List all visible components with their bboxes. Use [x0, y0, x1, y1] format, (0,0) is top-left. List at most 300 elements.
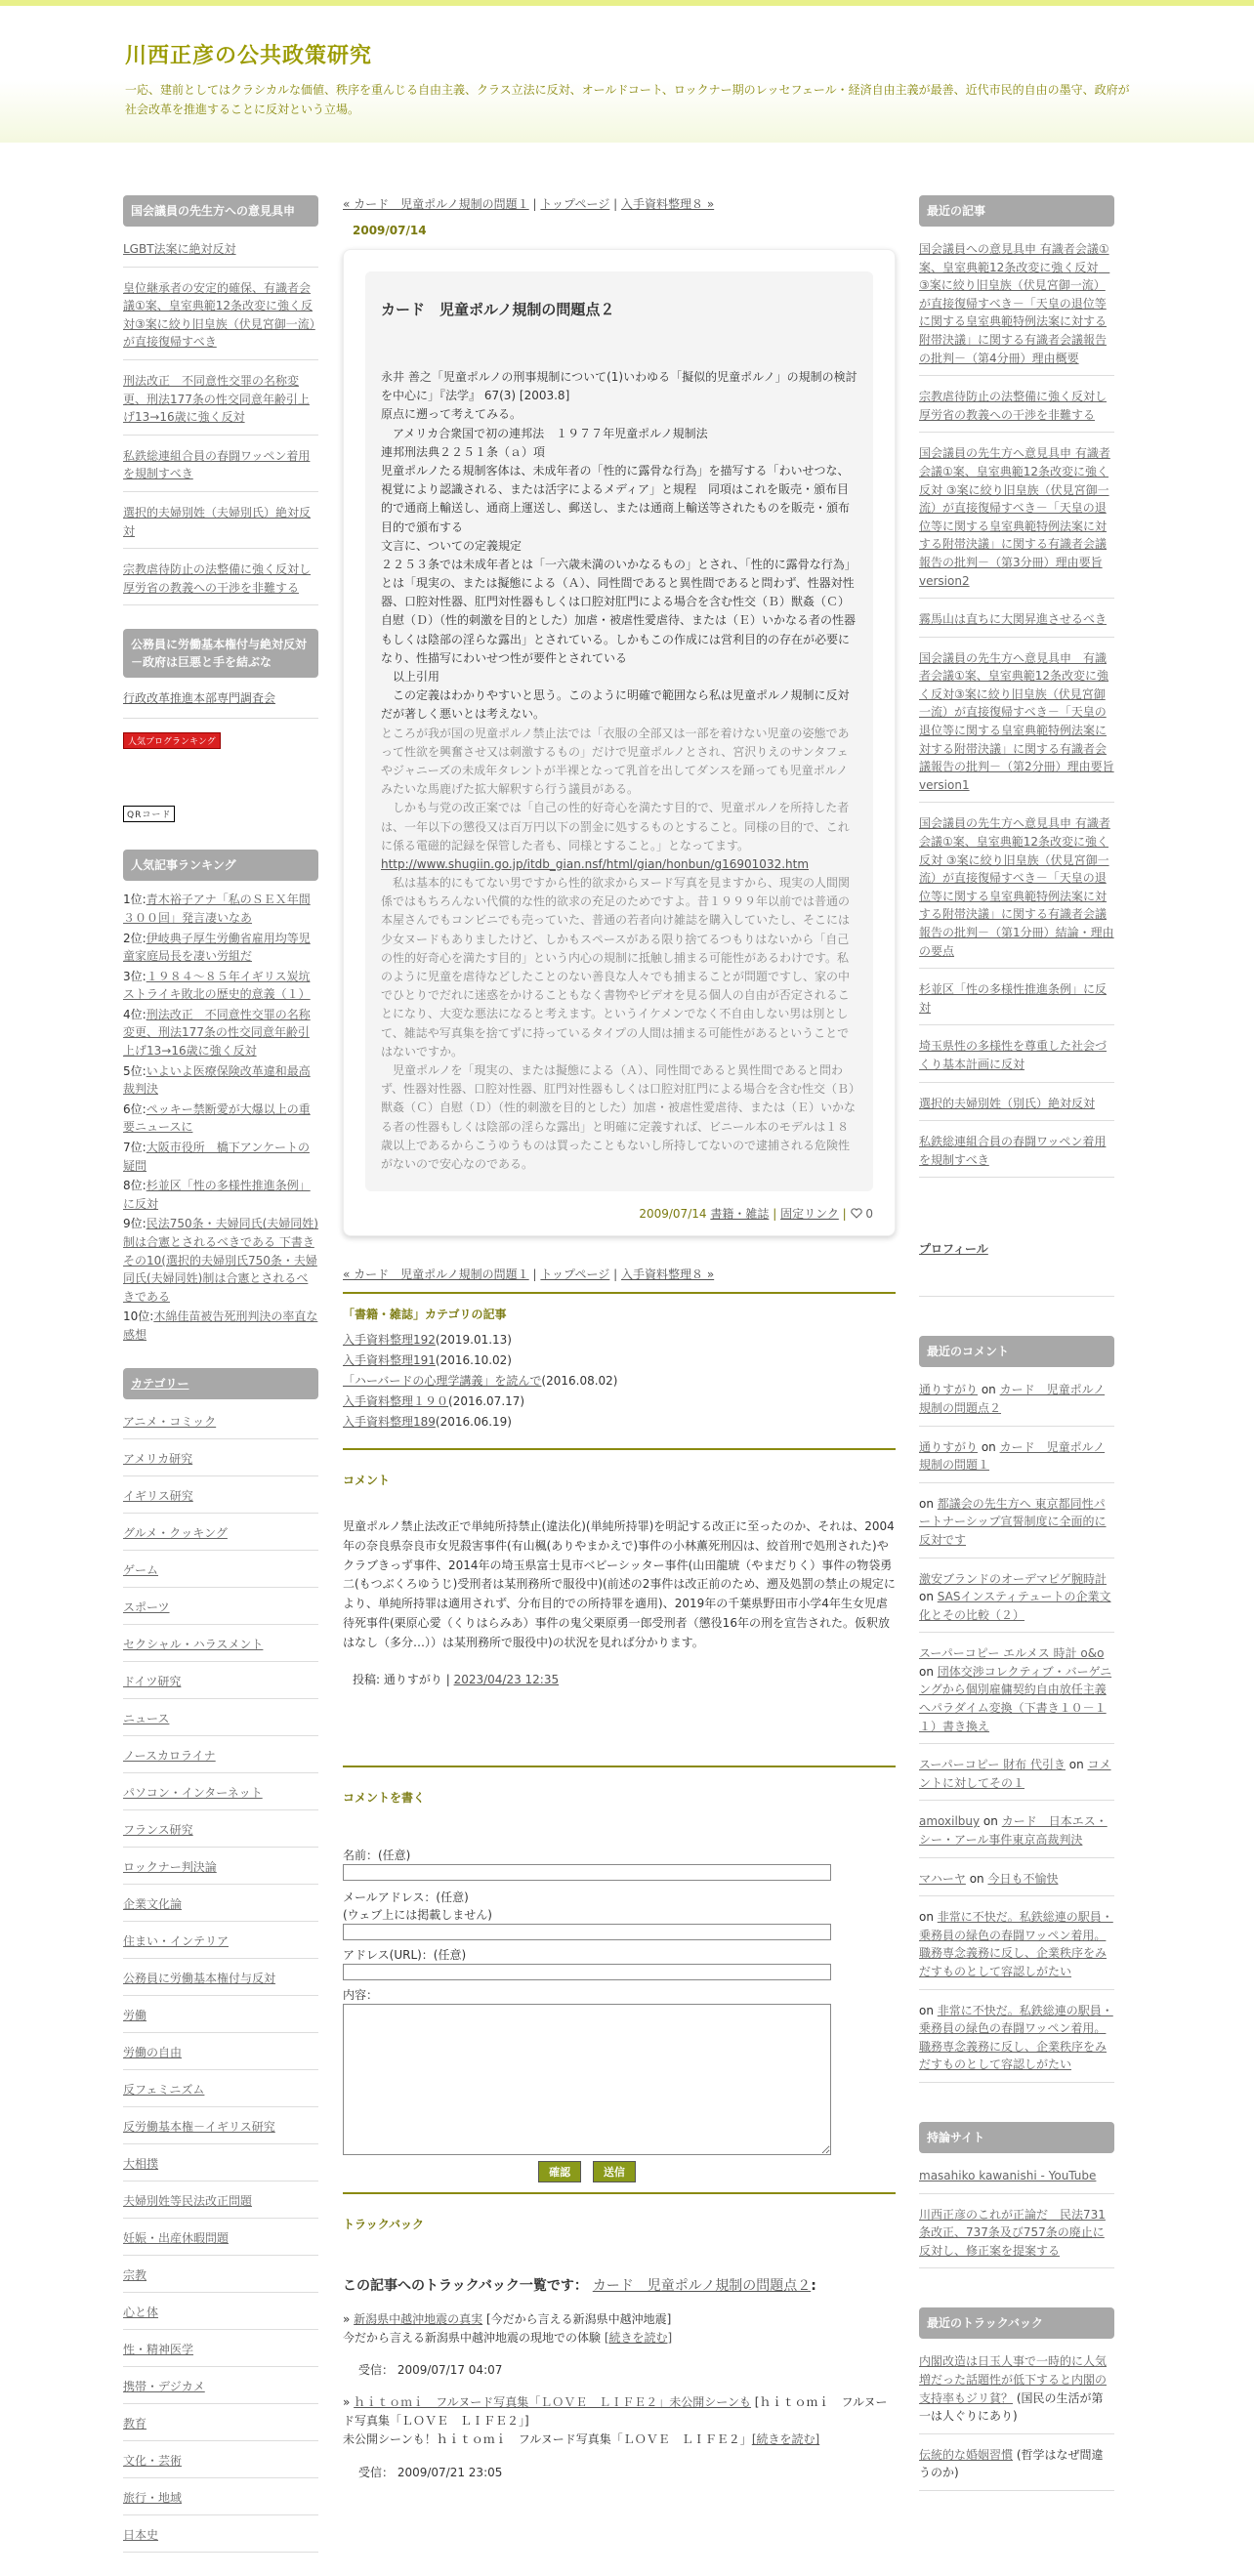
category-link[interactable]: 妊娠・出産休暇問題 — [123, 2230, 230, 2245]
category-item — [123, 2114, 318, 2144]
category-item — [123, 1595, 318, 1625]
trackback-item — [343, 2310, 896, 2347]
comment-on-label: on — [978, 1383, 1000, 1397]
category-link[interactable]: 日本史 — [123, 2527, 159, 2542]
category-link[interactable]: ゲーム — [123, 1562, 159, 1577]
ranking-link[interactable]: 刑法改正 不同意性交罪の名称変更、刑法177条の性交同意年齢引上げ13→16歳に強く反対 — [123, 1007, 311, 1059]
sidebar-block-recent-trackbacks — [919, 2307, 1114, 2491]
content-label: 内容： — [343, 1987, 379, 2002]
category-article-link[interactable]: 入手資料整理１９０ — [343, 1394, 449, 1409]
category-list — [123, 1409, 318, 2553]
trackback-body: 今だから言える新潟県中越沖地震の現地での体験 — [343, 2330, 605, 2345]
comment-on-label: on — [919, 2003, 938, 2017]
category-link[interactable]: グルメ・クッキング — [123, 1525, 228, 1540]
permalink-link[interactable]: 固定リンク — [780, 1207, 839, 1222]
comment-separator: | — [445, 1672, 450, 1686]
sidebar-item-link[interactable]: 宗教虐待防止の法整備に強く反対し厚労省の教義への干渉を非難する — [123, 562, 312, 595]
recent-comment-item — [919, 1866, 1114, 1897]
recent-comment-item — [919, 1904, 1114, 1989]
ranking-position: 2位: — [123, 931, 146, 945]
category-item — [123, 1558, 318, 1588]
ranking-position: 5位: — [123, 1063, 146, 1078]
recent-trackback-source: (国民の生活が第一は人ぐりにあり) — [919, 2390, 1104, 2424]
admin-reform-link[interactable]: 行政改革推進本部専門調査会 — [123, 691, 276, 706]
category-link[interactable]: 労働の自由 — [123, 2045, 183, 2059]
content-textarea[interactable] — [343, 2004, 831, 2155]
sidebar-heading: 最近の記事 — [919, 195, 1114, 227]
sidebar-item — [123, 557, 318, 605]
sidebar-block-recent-posts — [919, 195, 1114, 1178]
confirm-button[interactable]: 確認 — [538, 2161, 581, 2182]
email-label: メールアドレス：(任意) — [343, 1890, 469, 1904]
like-button[interactable] — [851, 1207, 873, 1221]
sidebar-item — [123, 275, 318, 360]
comment-author-link[interactable]: 通りすがり — [919, 1383, 979, 1397]
post-inner — [365, 271, 873, 1191]
sidebar-block-opinions — [123, 195, 318, 605]
comment-post-link[interactable]: 今日も不愉快 — [987, 1871, 1059, 1886]
nav-separator: | — [613, 197, 618, 211]
category-item — [123, 1409, 318, 1439]
comment-post-link[interactable]: SASインスティテュートの企業文化とその比較（２） — [919, 1590, 1111, 1622]
category-item — [123, 2225, 318, 2256]
divider — [343, 1766, 896, 1767]
divider — [343, 2192, 896, 2194]
category-link[interactable]: 反労働基本権－イギリス研究 — [123, 2119, 275, 2134]
category-article-date: (2016.06.19) — [435, 1415, 512, 1430]
sidebar-item — [123, 368, 318, 436]
category-link[interactable]: セクシャル・ハラスメント — [123, 1637, 264, 1651]
category-link[interactable]: 労働 — [123, 2008, 147, 2022]
recent-comment-item — [919, 1491, 1114, 1558]
comment-author-link[interactable]: スーパーコピー 財布 代引き — [919, 1758, 1066, 1772]
trackback-body: 未公開シーンも！ｈｉｔｏｍｉ フルヌード写真集「ＬＯＶＥ ＬＩＦＥ２」 — [343, 2432, 752, 2447]
recent-post-link[interactable]: 霧馬山は直ちに大関昇進させるべき — [919, 612, 1108, 627]
sidebar-heading: 最近のコメント — [919, 1336, 1114, 1367]
sidebar-heading: 最近のトラックバック — [919, 2307, 1114, 2339]
category-link[interactable]: アメリカ研究 — [123, 1451, 193, 1466]
recent-post-link[interactable]: 選択的夫婦別姓（別氏）絶対反対 — [919, 1096, 1096, 1110]
recent-post-link[interactable]: 杉並区「性の多様性推進条例」に反対 — [919, 982, 1108, 1015]
ranking-link[interactable]: ペッキー禁断愛が大爆以上の重要ニュースに — [123, 1101, 311, 1135]
ranking-item — [123, 891, 318, 927]
external-link[interactable]: masahiko kawanishi - YouTube — [919, 2168, 1097, 2182]
trackback-item — [343, 2393, 896, 2450]
sidebar-block-public-servants — [123, 629, 318, 822]
nav-separator: | — [532, 1267, 537, 1282]
comment-author-link[interactable]: amoxilbuy — [919, 1814, 981, 1829]
category-item — [123, 2188, 318, 2219]
trackback-heading: トラックバック — [343, 2217, 425, 2231]
recent-comment-item — [919, 1998, 1114, 2083]
comment-timestamp-link[interactable]: 2023/04/23 12:35 — [453, 1672, 560, 1686]
ranking-link[interactable]: １９８４～８５年イギリス炭坑ストライキ敗北の歴史的意義（１） — [123, 969, 311, 1002]
trackback-read-more[interactable]: [続きを読む] — [751, 2432, 820, 2447]
category-article-row — [343, 1371, 896, 1392]
page-body — [0, 143, 1254, 2542]
ranking-position: 7位: — [123, 1141, 146, 1155]
category-item — [123, 1520, 318, 1551]
comment-post-link[interactable]: 団体交渉コレクティブ・バーゲニングから個別雇傭契約自由放任主義へパラダイム変換（下書き１０－１１）書き換え — [919, 1664, 1112, 1733]
category-item — [123, 2263, 318, 2293]
sidebar-heading: 人気記事ランキング — [123, 850, 318, 881]
trackback-read-more[interactable]: [続きを読む] — [604, 2330, 673, 2345]
recent-trackbacks-list — [919, 2348, 1114, 2491]
category-articles-list — [343, 1330, 896, 1433]
category-article-link[interactable]: 入手資料整理191 — [343, 1353, 436, 1368]
recent-comment-item — [919, 1566, 1114, 1634]
category-link[interactable]: 住まい・インテリア — [123, 1933, 230, 1948]
category-link[interactable]: 心と体 — [123, 2305, 159, 2319]
recent-post-item — [919, 1033, 1114, 1082]
comment-post-link[interactable]: カード 児童ポルノ規制の問題１ — [919, 1439, 1106, 1473]
sidebar-item — [123, 500, 318, 549]
trackback-items — [343, 2310, 896, 2480]
recent-comment-item — [919, 1641, 1114, 1744]
category-item — [123, 1446, 318, 1476]
trackback-prefix: » — [343, 2395, 355, 2410]
trackback-received: 受信： 2009/07/21 23:05 — [358, 2465, 503, 2479]
recent-comment-item — [919, 1808, 1114, 1857]
category-item — [123, 1929, 318, 1959]
category-link[interactable]: イギリス研究 — [123, 1488, 193, 1503]
category-link[interactable]: パソコン・インターネット — [123, 1785, 263, 1800]
ranking-link[interactable]: 大阪市役所 橋下アンケートの疑問 — [123, 1141, 310, 1173]
category-item — [123, 1706, 318, 1736]
site-title[interactable]: 川西正彦の公共政策研究 — [125, 44, 373, 68]
category-item — [123, 2040, 318, 2070]
category-item — [123, 1632, 318, 1662]
post-footer — [365, 1191, 873, 1224]
recent-post-item — [919, 645, 1114, 804]
ranking-item — [123, 1177, 318, 1213]
ranking-link[interactable]: 伊岐典子厚生労働省雇用均等児童家庭局長を凄い労組だ — [123, 931, 311, 964]
sidebar-block-categories — [123, 1368, 318, 2553]
recent-comment-item — [919, 1434, 1114, 1483]
right-sidebar — [919, 195, 1114, 2514]
post-category-link[interactable]: 書籍・雑誌 — [710, 1207, 770, 1222]
ranking-position: 10位: — [123, 1309, 154, 1324]
post-body — [381, 368, 859, 1174]
comment-author-link[interactable]: 通りすがり — [919, 1439, 979, 1454]
category-link[interactable]: 大相撲 — [123, 2156, 159, 2171]
divider — [343, 1292, 896, 1294]
category-link[interactable]: 性・精神医学 — [123, 2342, 194, 2356]
ranking-list — [123, 891, 318, 1344]
sidebar-item-link[interactable]: 皇位継承者の安定的確保、有識者会議①案、皇室典範12条改変に強く反対③案に絞り旧皇族（伏見宮御一流）が直接復帰すべき — [123, 280, 315, 350]
ranking-item — [123, 1139, 318, 1175]
category-link[interactable]: 宗教 — [123, 2267, 147, 2282]
recent-post-link[interactable]: 国会議員への意見具申 有識者会議①案、皇室典範12条改変に強く反対 ③案に絞り旧皇族（伏見宮御一流）が直接復帰すべき－「天皇の退位等に関する皇室典範特例法案に対する附帯決議」に関する有識者会議報告の批判－（第4分冊）理由概要 — [919, 242, 1110, 365]
post-title: カード 児童ポルノ規制の問題点２ — [381, 301, 615, 318]
submit-button[interactable]: 送信 — [593, 2161, 636, 2182]
footer-separator: | — [773, 1207, 777, 1222]
recent-trackback-item — [919, 2348, 1114, 2433]
comments-heading: コメント — [343, 1474, 391, 1488]
like-count: 0 — [865, 1207, 873, 1222]
trackback-link[interactable]: ｈｉｔｏｍｉ フルヌード写真集「ＬＯＶＥ ＬＩＦＥ２」未公開シーンも — [354, 2395, 751, 2410]
recent-post-item — [919, 1091, 1114, 1122]
recent-post-link[interactable]: 国会議員の先生方へ意見具申 有識者会議①案、皇室典範12条改変に強く反対 ③案に絞り旧皇族（伏見宮御一流）が直接復帰すべき－「天皇の退位等に関する皇室典範特例法案に対する附帯決議」に関する有識者会議報告の批判－（第3分冊）理由要旨version2 — [919, 446, 1110, 588]
post-paragraph-quoted: 児童ポルノを「現実の、または擬態による（Ａ）、同性間であると異性間であると問わず、性器対性器、口腔対性器、肛門対性器もしくは口腔対肛門による場合を含む性交（Ｂ）獣姦（Ｃ）自慰（Ｄ）（性的刺激を目的とした）加虐・被虐性愛虐待、または（Ｅ）いかなる者の性器もしくは陰部の淫らな露出」と明確に定義すれば、ビニール本のモデルは１８歳以上であるからこうゆうものは買ったこともないし所持してないので逮捕される危険性がないので安心なのである。 — [381, 1062, 857, 1171]
post-paragraph: 連邦刑法典２２５１条（ａ）項 — [381, 444, 546, 459]
recent-trackback-link[interactable]: 内閣改造は日玉人事で一時的に人気増だった話題性が低下すると内閣の支持率もジリ貧？ — [919, 2354, 1108, 2405]
sidebar-heading: 公務員に労働基本権付与絶対反対－政府は巨悪と手を結ぶな — [123, 629, 318, 678]
trackback-list-header — [343, 2275, 896, 2295]
category-item — [123, 1780, 318, 1810]
recent-post-item — [919, 1129, 1114, 1178]
recent-post-link[interactable]: 国会議員の先生方へ意見具申 有識者会議①案、皇室典範12条改変に強く反対③案に絞り旧皇族（伏見宮御一流）が直接復帰すべき－「天皇の退位等に関する皇室典範特例法案に対する附帯決議」に関する有識者会議報告の批判－（第2分冊）理由要旨version1 — [919, 650, 1114, 792]
category-link[interactable]: スポーツ — [123, 1600, 170, 1614]
comment-form-heading: コメントを書く — [343, 1790, 426, 1805]
post-paragraph-quoted: 私は基本的にもてない男ですから性的欲求からヌード写真を見ますから、現実の人間関係ではもちろんない代償的な性的欲求の充足のためですよ。昔１９９９年以前では普通の本屋さんでもコンビニでも売っていた、普通の若者向け雑誌を購入していたし、そこには少女ヌードもありましたけど、しかもスペースがある限り捨てるつもりはないから「自己の性的好奇心を満たす目的」という内心の規制に抵触し捕まる可能性があるわけです。私のように児童を虐待などしたことのない善良な人々でも捕まることが問題ですし、家の中でひとりでだれに迷惑をかけることもなく書物やビデオを見る個人の自由が否定されることになり、大変な悪法になると考えます。というイケメンでなく不自由しない男は別として、雑誌や写真集を捨てずに持っているタイプの人間は捕まる可能性があるということではないですか。 — [381, 876, 851, 1059]
ranking-item — [123, 968, 318, 1004]
comment-form — [343, 1789, 896, 2182]
ranking-position: 3位: — [123, 969, 146, 983]
category-article-date: (2016.10.02) — [435, 1353, 512, 1368]
post-paragraph: 児童ポルノたる規制客体は、未成年者の「性的に露骨な行為」を描写する「わいせつな、視覚により認識される、または活字によるメディア」と規程 同項はこれを販売・頒布目的で通商上輸送し、通商上運送し、郵送し、または通商上輸送等されたものを販売・頒布目的で頒布する — [381, 463, 851, 534]
ranking-position: 1位: — [123, 893, 146, 907]
post-card — [343, 249, 896, 1236]
category-link[interactable]: 携帯・デジカメ — [123, 2379, 205, 2393]
category-item — [123, 2337, 318, 2367]
site-header — [0, 6, 1254, 143]
ranking-link[interactable]: 民法750条・夫婦同氏(夫婦同姓)制は合憲とされるべきである 下書きその10(選択的夫婦別氏750条・夫婦同氏(夫婦同姓)制は合憲とされるべきである — [123, 1217, 318, 1304]
ranking-position: 6位: — [123, 1101, 146, 1116]
category-article-link[interactable]: 入手資料整理192 — [343, 1333, 436, 1348]
category-item — [123, 2374, 318, 2404]
post-navigation — [343, 195, 896, 212]
prev-post-link[interactable]: « カード 児童ポルノ規制の問題１ — [343, 197, 529, 211]
comment-post-link[interactable]: カード 日本エス・シー・アール事件東京高裁判決 — [919, 1814, 1108, 1848]
ranking-item — [123, 1308, 318, 1344]
category-article-date: (2016.07.17) — [448, 1394, 525, 1409]
post-paragraph: この定義はわかりやすいと思う。このように明確で範囲なら私は児童ポルノ規制に反対だが著しく悪いとは考えない。 — [381, 688, 850, 722]
category-link[interactable]: ニュース — [123, 1711, 170, 1725]
trackback-prefix: » — [343, 2311, 355, 2326]
category-link[interactable]: 文化・芸術 — [123, 2453, 183, 2468]
recent-post-item — [919, 384, 1114, 433]
recent-post-link[interactable]: 私鉄総連組合員の春闘ワッペン着用を規制すべき — [919, 1135, 1107, 1167]
category-article-row — [343, 1392, 896, 1412]
comment-post-link[interactable]: 非常に不快だ。私鉄総連の駅員・乗務員の緑色の春闘ワッペン着用。職務専念義務に反し、企業秩序をみだすものとして容認しがたい — [919, 2003, 1113, 2072]
category-item — [123, 2151, 318, 2181]
post-paragraph: 原点に遡って考えてみる。 — [381, 407, 522, 422]
divider — [343, 1448, 896, 1450]
category-link[interactable]: アニメ・コミック — [123, 1414, 217, 1429]
recent-post-item — [919, 976, 1114, 1025]
recent-posts-list — [919, 236, 1114, 1178]
category-item — [123, 1854, 318, 1885]
top-page-link[interactable]: トップページ — [540, 197, 610, 211]
comment-on-label: on — [919, 1590, 938, 1604]
comment-body: 児童ポルノ禁止法改正で単純所持禁止(違法化)(単純所持罪)を明記する改正に至ったのか、それは、2004年の奈良県奈良市女児殺害事件(有山楓(ありやまかえで)事件の小林薫死刑囚は、絞首刑で処刑された)やクラブきっず事件、2014年の埼玉県富士見市ベビーシッター事件(山田龍琥（やまだりく）事件の物袋勇二(もつぶくろゆうじ)受刑者は某刑務所で服役中)(前述の2事件は改正前のため、遡及処罰の禁止の規定により、単純所持罪は適用されず、分布目的での所持罪を適用)、2019年の千葉県野田市小学4年生女児虐待死事件(栗原心愛（くりはらみあ）事件の鬼父栗原勇一郎受刑者（懲役16年の刑を宣告された。仮釈放はなし（多分…））は某刑務所で服役中)の状況を見れば分かります。 — [343, 1519, 896, 1649]
name-label: 名前：(任意) — [343, 1848, 411, 1862]
category-articles-box — [343, 1306, 896, 1433]
external-link[interactable]: 川西正彦のこれが正論だ 民法731条改正、737条及び757条の廃止に反対し、修正案を提案する — [919, 2207, 1106, 2258]
category-article-date: (2016.08.02) — [541, 1374, 618, 1389]
top-page-link[interactable]: トップページ — [540, 1267, 610, 1282]
post-paragraph: 永井 善之「児童ポルノの刑事規制について(1)いわゆる「擬似的児童ポルノ」の規制の検討を中心に」『法学』 67(3) [2003.8] — [381, 370, 857, 403]
ranking-item — [123, 1062, 318, 1099]
ranking-item — [123, 1101, 318, 1137]
category-item — [123, 1669, 318, 1699]
recent-post-item — [919, 810, 1114, 969]
recent-post-link[interactable]: 埼玉県性の多様性を尊重した社会づくり基本計画に反対 — [919, 1039, 1108, 1071]
trackback-received: 受信： 2009/07/17 04:07 — [358, 2363, 503, 2378]
next-post-link[interactable]: 入手資料整理８ » — [621, 1267, 715, 1282]
ranking-link[interactable]: 木綿佳苗被告死刑判決の率直な感想 — [123, 1309, 318, 1342]
post-url-paragraph — [381, 855, 859, 874]
comment-on-label: on — [1065, 1758, 1088, 1772]
external-link-item — [919, 2202, 1114, 2269]
category-link[interactable]: 企業文化論 — [123, 1896, 183, 1911]
post-paragraph: ２２５３条では未成年者とは「一六歳未満のいかなるもの」とされ、「性的に露骨な行為」とは「現実の、または擬態による（Ａ）、同性間であると異性間であると問わず、性器対性器、口腔対性器、肛門対性器もしくは口腔対肛門による場合を含む性交（Ｂ）獣姦（Ｃ）自慰（Ｄ）（性的刺激を目的とした）加虐・被虐性愛虐待、または（Ｅ）いかなる者の性器もしくは陰部の淫らな露出」とされている。しかもこの作成には営利目的の存在が必要になり、性描写にわいせつ性が要件とされている — [381, 557, 857, 665]
email-input[interactable] — [343, 1924, 831, 1940]
main-content — [343, 195, 896, 2480]
post-paragraph: アメリカ合衆国で初の連邦法 １９７７年児童ポルノ規制法 — [381, 426, 708, 440]
post-footer-date: 2009/07/14 — [639, 1207, 707, 1222]
recent-post-item — [919, 606, 1114, 638]
category-link[interactable]: ロックナー判決論 — [123, 1859, 217, 1874]
ranking-item — [123, 1006, 318, 1060]
ranking-item — [123, 930, 318, 966]
comment-author-link[interactable]: マハーヤ — [919, 1871, 966, 1886]
post-navigation-bottom — [343, 1266, 896, 1282]
category-article-link[interactable]: 入手資料整理189 — [343, 1415, 436, 1430]
category-link[interactable]: 教育 — [123, 2416, 147, 2431]
trackback-section — [343, 2216, 896, 2480]
category-article-link[interactable]: 「ハーバードの心理学講義」を読んで — [343, 1374, 542, 1389]
sidebar-item-link[interactable]: 刑法改正 不同意性交罪の名称変更、刑法177条の性交同意年齢引上げ13→16歳に強く反対 — [123, 373, 310, 425]
external-link-item — [919, 2163, 1114, 2194]
comment-meta — [343, 1671, 896, 1687]
ranking-link[interactable]: いよいよ医療保険改革違和最高裁判決 — [123, 1063, 311, 1097]
sidebar-block-recent-comments — [919, 1336, 1114, 2083]
recent-post-link[interactable]: 宗教虐待防止の法整備に強く反対し厚労省の教義への干渉を非難する — [919, 390, 1108, 422]
post-date: 2009/07/14 — [353, 224, 427, 237]
category-item — [123, 1891, 318, 1922]
comment-on-label: on — [978, 1439, 1000, 1454]
category-article-date: (2019.01.13) — [435, 1333, 512, 1348]
category-link[interactable]: 夫婦別姓等民法改正問題 — [123, 2193, 253, 2208]
category-article-row — [343, 1412, 896, 1433]
post-paragraph: 以上引用 — [381, 670, 440, 684]
sidebar-list — [123, 236, 318, 605]
category-link[interactable]: 旅行・地域 — [123, 2490, 183, 2505]
trackback-source: [今だから言える新潟県中越沖地震] — [482, 2311, 672, 2326]
ranking-position: 9位: — [123, 1217, 146, 1231]
heart-icon — [851, 1208, 862, 1219]
comment-post-link[interactable]: 非常に不快だ。私鉄総連の駅員・乗務員の緑色の春闘ワッペン着用。職務専念義務に反し、企業秩序をみだすものとして容認しがたい — [919, 1910, 1113, 1978]
ranking-position: 4位: — [123, 1007, 146, 1021]
shugiin-url-link[interactable]: http://www.shugiin.go.jp/itdb_gian.nsf/html/gian/honbun/g16901032.htm — [381, 856, 810, 871]
profile-link[interactable]: プロフィール — [919, 1242, 988, 1257]
comment-author-link[interactable]: 激安ブランドのオーデマピゲ腕時計 — [919, 1571, 1108, 1586]
comment-post-link[interactable]: コメントに対してその１ — [919, 1758, 1111, 1790]
recent-comment-item — [919, 1752, 1114, 1801]
category-item — [123, 2411, 318, 2441]
sidebar-item — [123, 443, 318, 492]
category-item — [123, 2077, 318, 2107]
comment-on-label: on — [965, 1871, 988, 1886]
url-label: アドレス(URL)：(任意) — [343, 1947, 467, 1962]
blog-ranking-badge[interactable]: 人気ブログランキング — [123, 732, 221, 749]
category-link[interactable]: 反フェミニズム — [123, 2082, 205, 2097]
post-paragraph: 文言に、ついての定義規定 — [381, 538, 522, 553]
recent-post-link[interactable]: 国会議員の先生方へ意見具申 有識者会議①案、皇室典範12条改変に強く反対 ③案に絞り旧皇族（伏見宮御一流）が直接復帰すべき－「天皇の退位等に関する皇室典範特例法案に対する附帯決議」に関する有識者会議報告の批判－（第1分冊）結論・理由の要点 — [919, 816, 1114, 958]
url-input[interactable] — [343, 1964, 831, 1980]
category-item — [123, 2522, 318, 2553]
next-post-link[interactable]: 入手資料整理８ » — [621, 197, 715, 211]
recent-trackback-item — [919, 2442, 1114, 2491]
prev-post-link[interactable]: « カード 児童ポルノ規制の問題１ — [343, 1267, 529, 1282]
recent-comment-item — [919, 1377, 1114, 1426]
category-article-row — [343, 1330, 896, 1350]
comment-post-link[interactable]: カード 児童ポルノ規制の問題点２ — [919, 1383, 1106, 1415]
sidebar-item — [123, 236, 318, 268]
comment-on-label: on — [919, 1910, 938, 1925]
trackback-link[interactable]: 新潟県中越沖地震の真実 — [354, 2311, 483, 2326]
comment-on-label: on — [919, 1664, 938, 1679]
sidebar-item-link[interactable]: LGBT法案に絶対反対 — [123, 242, 236, 256]
sidebar-heading: 持論サイト — [919, 2122, 1114, 2153]
recent-post-item — [919, 440, 1114, 599]
trackback-list-prefix: この記事へのトラックバック一覧です： — [343, 2277, 588, 2294]
category-item — [123, 2003, 318, 2033]
sidebar-item-link[interactable]: 私鉄総連組合員の春闘ワッペン着用を規制すべき — [123, 448, 311, 481]
left-sidebar — [123, 195, 318, 2576]
ranking-position: 8位: — [123, 1179, 146, 1193]
trackback-source: [ｈｉｔｏｍｉ フルヌード写真集「ＬＯＶＥ ＬＩＦＥ２」] — [343, 2395, 888, 2429]
ranking-item — [123, 1215, 318, 1306]
comment-on-label: on — [980, 1814, 1002, 1829]
email-note: (ウェブ上には掲載しません) — [343, 1907, 492, 1922]
category-item — [123, 1966, 318, 1996]
site-description: 一応、建前としてはクラシカルな価値、秩序を重んじる自由主義、クラス立法に反対、オールドコート、ロックナー期のレッセフェール・経済自由主義が最善、近代市民的自由の墨守、政府が社会改革を推進することに反対という立場。 — [125, 83, 1130, 116]
footer-separator: | — [842, 1207, 847, 1222]
comment-author-link[interactable]: スーパーコピー エルメス 時計 o&o — [919, 1646, 1105, 1661]
qr-badge[interactable]: QRコード — [123, 806, 175, 822]
category-link[interactable]: 公務員に労働基本権付与反対 — [123, 1971, 276, 1985]
recent-trackback-link[interactable]: 伝統的な婚姻習慣 — [919, 2447, 1014, 2462]
category-item — [123, 1743, 318, 1773]
comments-section — [343, 1472, 896, 1687]
category-item — [123, 2448, 318, 2478]
category-link[interactable]: ノースカロライナ — [123, 1748, 216, 1763]
post-paragraph-quoted: ところが我が国の児童ポルノ禁止法では「衣服の全部又は一部を着けない児童の姿態であって性欲を興奮させ又は刺激するもの」だけで児童ポルノとされ、宮沢りえのサンタフェやジャニーズの未成年タレントが半裸となって乳首を出してダンスを踊っても児童ポルノみたいな馬鹿げた拡大解釈すら行う議員がある。 — [381, 726, 850, 797]
comment-post-link[interactable]: 都議会の先生方へ 東京都同性パートナーシップ宣誓制度に全面的に反対です — [919, 1496, 1107, 1547]
name-input[interactable] — [343, 1864, 831, 1881]
category-link[interactable]: ドイツ研究 — [123, 1674, 182, 1688]
recent-trackback-source: (哲学はなぜ間違うのか) — [919, 2447, 1104, 2480]
category-item — [123, 1483, 318, 1514]
ranking-link[interactable]: 杉並区「性の多様性推進条例」に反対 — [123, 1179, 311, 1211]
category-item — [123, 1817, 318, 1848]
sidebar-block-ranking — [123, 850, 318, 1344]
sidebar-item-link[interactable]: 選択的夫婦別姓（夫婦別氏）絶対反対 — [123, 505, 312, 538]
categories-heading-link[interactable]: カテゴリー — [131, 1376, 189, 1391]
trackback-list-suffix: : — [811, 2277, 816, 2294]
trackback-post-link[interactable]: カード 児童ポルノ規制の問題点２ — [592, 2277, 812, 2294]
recent-comments-list — [919, 1377, 1114, 2083]
category-item — [123, 2485, 318, 2515]
sidebar-block-profile — [919, 1240, 1114, 1297]
comment-on-label: on — [919, 1496, 938, 1511]
ranking-link[interactable]: 青木裕子アナ「私のＳＥＸ年間３００回」発言凄いなあ — [123, 893, 311, 925]
category-link[interactable]: フランス研究 — [123, 1822, 193, 1837]
post-paragraph-quoted: しかも与党の改正案では「自己の性的好奇心を満たす目的で、児童ポルノを所持した者は、一年以下の懲役又は百万円以下の罰金に処するものとすること。同様の目的で、これに係る電磁的記録を保管した者も、同様とすること。」となってます。 — [381, 801, 850, 852]
